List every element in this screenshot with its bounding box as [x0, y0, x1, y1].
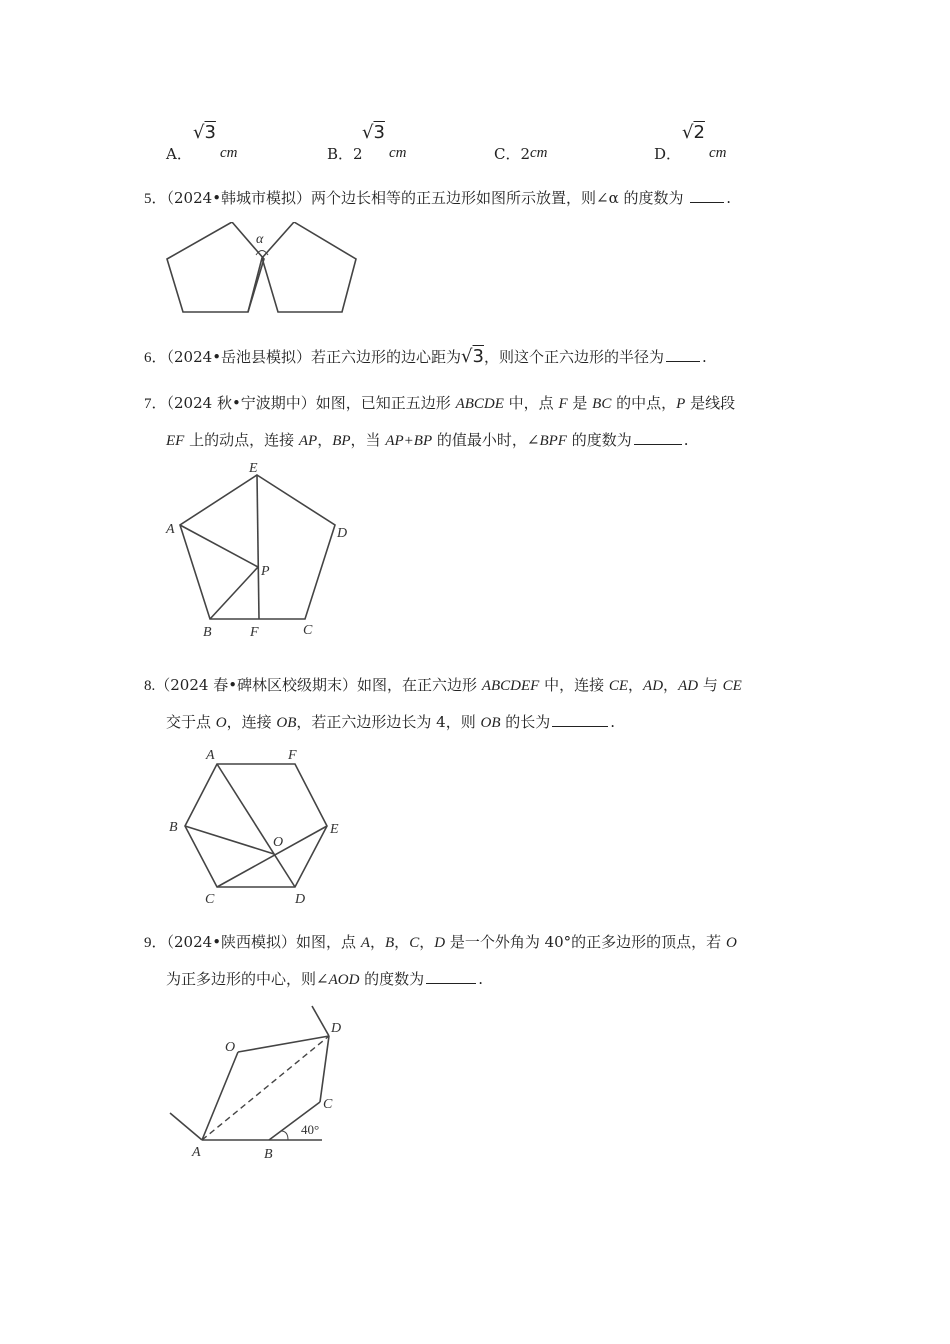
extension-line-a	[170, 1113, 202, 1140]
pentagon-edge	[248, 258, 262, 312]
segment-bp	[210, 567, 258, 619]
option-d-unit: cm	[709, 145, 727, 161]
alpha-label: α	[256, 232, 264, 247]
option-d-sqrt: √2	[682, 122, 705, 143]
label-c: C	[323, 1097, 333, 1112]
option-c-label: C．2	[494, 145, 531, 163]
label-b: B	[169, 820, 178, 835]
label-a: A	[192, 1145, 201, 1160]
q8-figure	[160, 740, 360, 912]
q6-sqrt: √3	[461, 346, 484, 367]
option-b-label: B．2	[327, 145, 363, 163]
answer-blank[interactable]	[666, 347, 700, 362]
extension-line-d	[312, 1006, 329, 1036]
label-b: B	[264, 1147, 273, 1162]
label-f: F	[250, 625, 259, 640]
segment-od	[238, 1036, 329, 1052]
q9-line-2: 为正多边形的中心，则∠AOD 的度数为 .	[166, 970, 483, 988]
option-a-label: A．	[166, 145, 192, 163]
label-d: D	[295, 892, 306, 907]
answer-blank[interactable]	[426, 969, 476, 984]
segment-ef	[257, 475, 259, 619]
label-a: A	[206, 748, 215, 763]
option-c-unit: cm	[530, 145, 548, 161]
pentagon-left	[167, 222, 264, 312]
q9-figure	[160, 1000, 360, 1166]
option-d-label: D．	[654, 145, 682, 163]
q7-line-2: EF 上的动点，连接 AP，BP，当 AP+BP 的值最小时，∠BPF 的度数为 .	[166, 431, 689, 449]
q7-figure	[160, 456, 360, 644]
label-b: B	[203, 625, 212, 640]
label-o: O	[225, 1040, 236, 1055]
option-a-unit: cm	[220, 145, 238, 161]
angle-arc	[281, 1131, 288, 1140]
angle-label: 40°	[301, 1122, 320, 1137]
label-f: F	[288, 748, 297, 763]
label-p: P	[261, 564, 270, 579]
segment-ao	[202, 1052, 238, 1140]
q8-line-2: 交于点 O，连接 OB，若正六边形边长为 4，则 OB 的长为 .	[166, 713, 616, 731]
answer-blank[interactable]	[552, 712, 608, 727]
q9-line-1: 9．（2024•陕西模拟）如图，点 A，B，C，D 是一个外角为 40°的正多边形的顶点，若 O	[144, 933, 737, 951]
q8-line-1: 8.（2024 春•碑林区校级期末）如图，在正六边形 ABCDEF 中，连接 CE，AD，AD 与 CE	[144, 676, 742, 694]
option-b-sqrt: √3	[362, 122, 385, 143]
label-o: O	[273, 835, 284, 850]
label-d: D	[337, 526, 348, 541]
label-d: D	[331, 1021, 342, 1036]
segment-ad	[217, 764, 295, 887]
pentagon-right	[262, 222, 356, 312]
option-b-unit: cm	[389, 145, 407, 161]
label-e: E	[330, 822, 339, 837]
label-e: E	[249, 461, 258, 476]
option-a-sqrt: √3	[193, 122, 216, 143]
label-a: A	[166, 522, 175, 537]
label-c: C	[205, 892, 215, 907]
answer-blank[interactable]	[634, 430, 682, 445]
segment-cd	[320, 1036, 329, 1102]
q5-text: 5．（2024•韩城市模拟）两个边长相等的正五边形如图所示放置，则∠α 的度数为 .	[144, 189, 732, 207]
q6-text: 6．（2024•岳池县模拟）若正六边形的边心距为√3，则这个正六边形的半径为 .	[144, 346, 707, 367]
q5-figure	[160, 222, 365, 318]
answer-blank[interactable]	[690, 188, 724, 203]
q7-line-1: 7．（2024 秋•宁波期中）如图，已知正五边形 ABCDE 中，点 F 是 BC 的中点，P 是线段	[144, 394, 736, 412]
label-c: C	[303, 623, 313, 638]
